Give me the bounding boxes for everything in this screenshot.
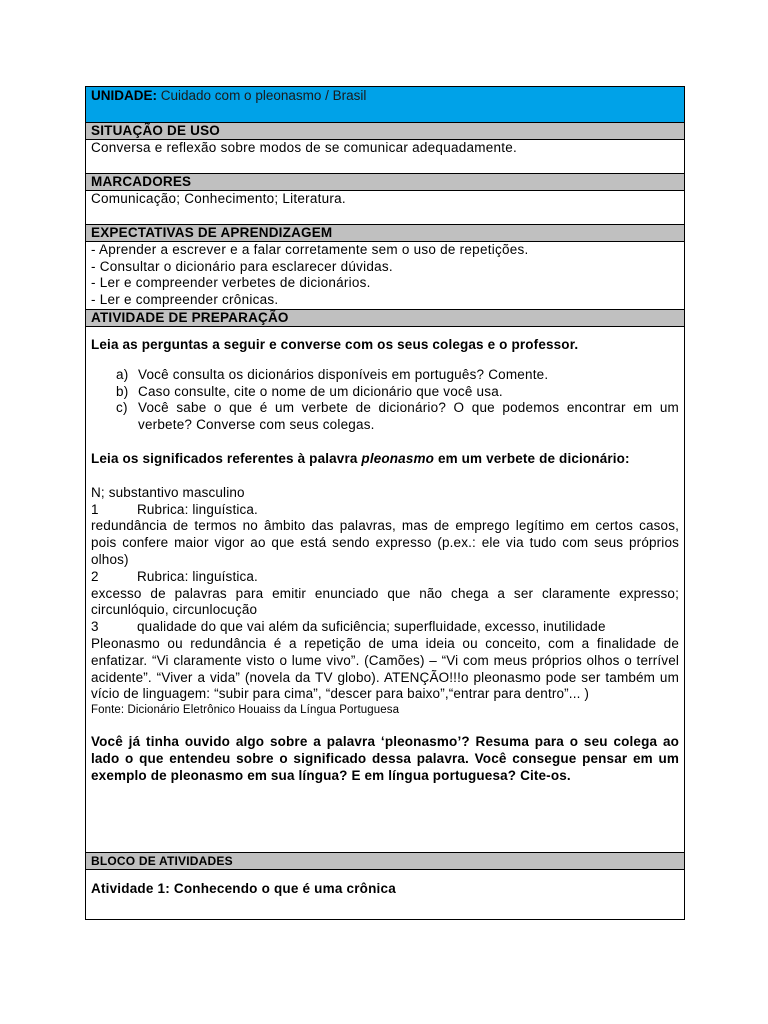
unit-label: UNIDADE: (91, 88, 157, 103)
sense-3-text: Pleonasmo ou redundância é a repetição de uma ideia ou conceito, com a finalidade de enfatizar. “Vi claramente visto o lume vivo”. (Camões) – “Vi com meus próprios olhos o terrível acidente”. “Viver a vida” (novela da TV globo). ATENÇÃO!!!o pleonasmo pode ser também um vício de linguagem: “subir para cima”, “descer para baixo”,“entrar para dentro”... ) (91, 635, 679, 702)
question-text: Você sabe o que é um verbete de dicionário? O que podemos encontrar em um verbete? Converse com seus colegas. (138, 400, 679, 433)
dictionary-entry (91, 485, 679, 703)
activities-block-header: BLOCO DE ATIVIDADES (86, 853, 684, 870)
preparation-body (86, 327, 684, 853)
expectation-item: - Ler e compreender crônicas. (91, 291, 279, 307)
expectation-item: - Consultar o dicionário para esclarecer dúvidas. (91, 258, 393, 274)
read-meanings-instruction (91, 451, 679, 468)
expectation-item: - Aprender a escrever e a falar corretamente sem o uso de repetições. (91, 242, 529, 257)
question-text: Caso consulte, cite o nome de um dicionário que você usa. (138, 383, 503, 399)
learning-expectations-header: EXPECTATIVAS DE APRENDIZAGEM (86, 225, 684, 242)
closing-question: Você já tinha ouvido algo sobre a palavra ‘pleonasmo’? Resuma para o seu colega ao lado o que entendeu sobre o significado dessa palavra. Você consegue pensar em um exemplo de pleonasmo em sua língua? E em língua portuguesa? Cite-os. (91, 734, 679, 783)
entry-source: Fonte: Dicionário Eletrônico Houaiss da Língua Portuguesa (91, 704, 400, 717)
markers-text (86, 191, 684, 225)
unit-row (86, 87, 684, 123)
sense-1-rubric: 1 Rubrica: linguística. (91, 501, 258, 517)
question-text: Você consulta os dicionários disponíveis em português? Comente. (138, 366, 549, 382)
expectation-item: - Ler e compreender verbetes de dicionários. (91, 275, 371, 291)
usage-situation-value: Conversa e reflexão sobre modos de se comunicar adequadamente. (91, 140, 517, 155)
preparation-header: ATIVIDADE DE PREPARAÇÃO (86, 310, 684, 327)
question-item (116, 383, 679, 401)
unit-value: Cuidado com o pleonasmo / Brasil (160, 88, 367, 103)
question-marker: c) (116, 400, 128, 416)
question-list (91, 367, 679, 434)
sense-1-text: redundância de termos no âmbito das palavras, mas de emprego legítimo em certos casos, pois confere maior vigor ao que está sendo expresso (p.ex.: ele via tudo com seus próprios olhos) (91, 518, 679, 567)
entry-class: N; substantivo masculino (91, 484, 245, 500)
read-prefix: Leia os significados referentes à palavra (91, 450, 362, 466)
sense-2-rubric: 2 Rubrica: linguística. (91, 568, 258, 584)
usage-situation-text (86, 140, 684, 174)
read-suffix: em um verbete de dicionário: (434, 450, 630, 466)
preparation-intro: Leia as perguntas a seguir e converse com os seus colegas e o professor. (91, 337, 579, 352)
learning-expectations-list (86, 242, 684, 310)
question-marker: b) (116, 383, 129, 399)
question-item (116, 366, 679, 384)
usage-situation-header: SITUAÇÃO DE USO (86, 123, 684, 140)
markers-header: MARCADORES (86, 174, 684, 191)
sense-3-head: 3 qualidade do que vai além da suficiência; superfluidade, excesso, inutilidade (91, 619, 606, 635)
lesson-plan-table (85, 86, 685, 920)
sense-2-text: excesso de palavras para emitir enunciado que não chega a ser claramente expresso; circunlóquio, circunlocução (91, 585, 679, 618)
read-word: pleonasmo (361, 450, 435, 466)
question-item (116, 400, 679, 434)
question-marker: a) (116, 366, 129, 382)
markers-value: Comunicação; Conhecimento; Literatura. (91, 191, 346, 206)
activity-1-title: Atividade 1: Conhecendo o que é uma crônica (91, 881, 396, 896)
